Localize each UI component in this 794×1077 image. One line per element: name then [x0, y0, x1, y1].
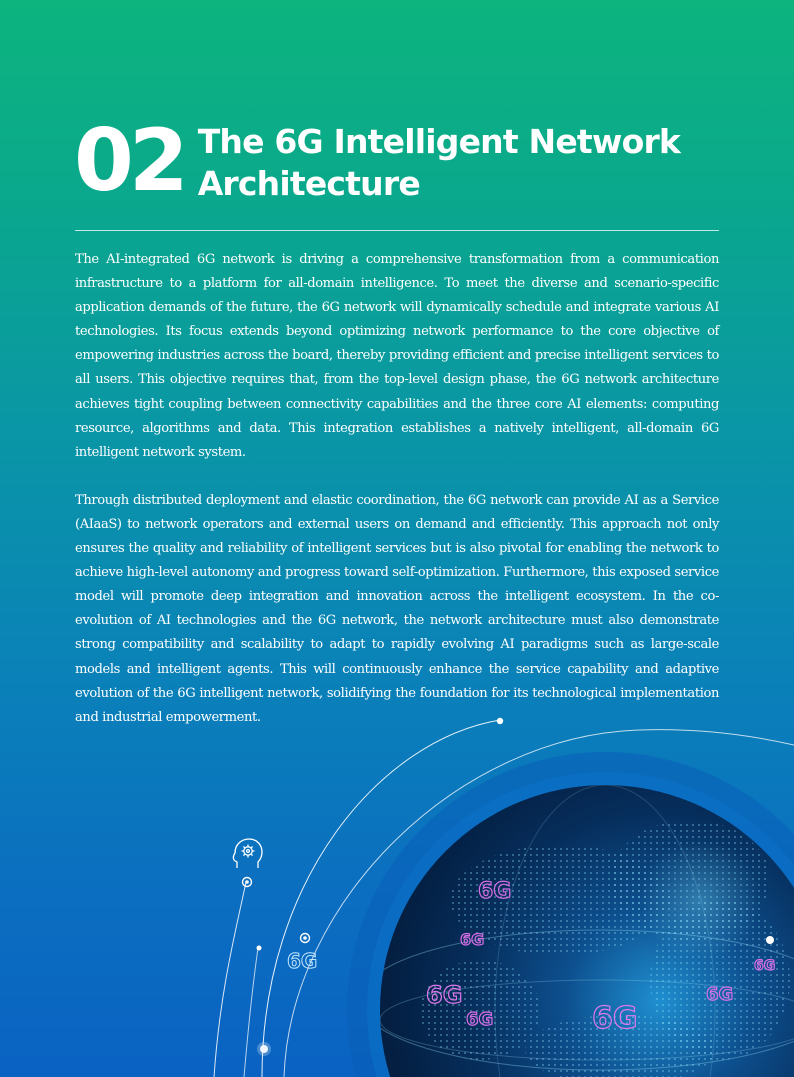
chapter-number: 02	[74, 111, 184, 211]
globe-label-4: 6G	[466, 1009, 494, 1030]
paragraph-2: Through distributed deployment and elastic coordination, the 6G network can provide AI as a Service (AIaaS) to network operators and external users on demand and efficiently. This approach not only ensures the quality and reliability of intelligent services but is also pivotal for enabling the network to achieve high-level autonomy and progress toward self-optimization. Furthermore, this exposed service model will promote deep integration and innovation across the intelligent ecosystem. In the co-evolution of AI technologies and the 6G network, the network architecture must also demonstrate strong compatibility and scalability to adapt to rapidly evolving AI paradigms such as large-scale models and intelligent agents. This will continuously enhance the service capability and adaptive evolution of the 6G intelligent network, solidifying the foundation for its technological implementation and industrial empowerment.	[75, 492, 719, 725]
globe-label-6: 6G	[706, 984, 734, 1005]
globe-label-3: 6G	[426, 981, 463, 1009]
ai-head-gear-icon	[233, 839, 262, 868]
globe-label-7: 6G	[754, 958, 776, 974]
globe-label-1: 6G	[478, 879, 512, 904]
orbit-6g-label: 6G	[287, 949, 318, 973]
globe-label-5: 6G	[592, 1001, 638, 1036]
globe-label-2: 6G	[460, 930, 485, 949]
chapter-title: The 6G Intelligent Network Architecture	[197, 122, 681, 203]
paragraph-1: The AI-integrated 6G network is driving a comprehensive transformation from a communication infrastructure to a platform for all-domain intelligence. To meet the diverse and scenario-specific application demands of the future, the 6G network will dynamically schedule and integrate various AI technologies. Its focus extends beyond optimizing network performance to the core objective of empowering industries across the board, thereby providing efficient and precise intelligent services to all users. This objective requires that, from the top-level design phase, the 6G network architecture achieves tight coupling between connectivity capabilities and the three core AI elements: computing resource, algorithms and data. This integration establishes a natively intelligent, all-domain 6G intelligent network system.	[75, 252, 719, 460]
